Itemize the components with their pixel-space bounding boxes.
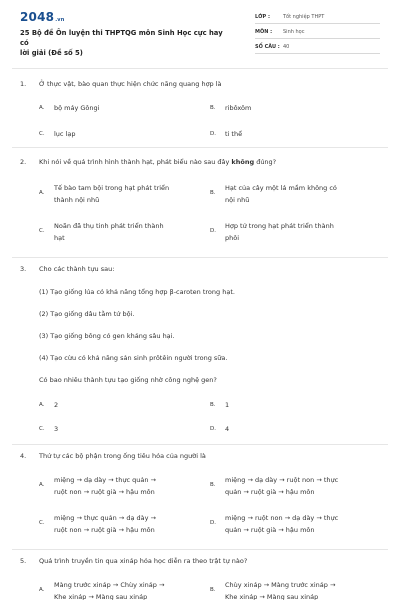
question-separator [12, 444, 388, 445]
option-text-line: quản → ruột già → hậu môn [225, 526, 315, 534]
option-text-line: miệng → dạ dày → thực quản → [54, 476, 156, 484]
option-text [225, 579, 335, 600]
question-number: 4. [20, 452, 27, 460]
option-text-line: quản → ruột già → hậu môn [225, 488, 315, 496]
option-text: 3 [54, 425, 59, 433]
sub-question-text: Có bao nhiêu thành tựu tạo giống nhờ công nghệ gen? [39, 376, 217, 384]
option-text [54, 182, 169, 206]
meta-label: SỐ CÂU : [255, 44, 280, 50]
option-text [54, 579, 164, 600]
option-letter: B. [210, 587, 216, 593]
question-text: Quá trình truyền tin qua xináp hóa học diễn ra theo trật tự nào? [39, 557, 248, 565]
option-text-line: ruột non → ruột già → hậu môn [54, 488, 155, 496]
option-text-line: hạt [54, 234, 65, 242]
option-letter: C. [39, 520, 45, 526]
option-text-line: miệng → dạ dày → ruột non → thực [225, 476, 339, 484]
option-letter: A. [39, 587, 45, 593]
document-header [0, 0, 400, 62]
option-letter: A. [39, 402, 45, 408]
option-text [225, 182, 337, 206]
option-text-line: Hợp tử trong hạt phát triển thành [225, 222, 334, 230]
site-logo[interactable] [20, 10, 65, 24]
list-item: (4) Tạo cừu có khả năng sản sinh prôtêin người trong sữa. [39, 354, 228, 362]
meta-label: MÔN : [255, 29, 273, 35]
option-letter: B. [210, 402, 216, 408]
meta-label: LỚP : [255, 14, 270, 20]
option-text [54, 220, 164, 244]
list-item: (2) Tạo giống dâu tằm tứ bội. [39, 310, 135, 318]
meta-value: Sinh học [283, 29, 305, 35]
header-divider [12, 68, 388, 69]
option-letter: B. [210, 482, 216, 488]
option-text [225, 474, 338, 498]
option-text-line: miệng → thực quản → dạ dày → [54, 514, 156, 522]
question-text-part: Khi nói về quá trình hình thành hạt, phát biểu nào sau đây [39, 158, 232, 166]
question-number: 1. [20, 80, 27, 88]
question-separator [12, 257, 388, 258]
option-text: bộ máy Gôngi [54, 104, 100, 112]
option-letter: C. [39, 228, 45, 234]
option-text-line: Khe xináp → Màng sau xináp [225, 593, 319, 600]
option-text: 2 [54, 401, 59, 409]
list-item: (3) Tạo giống bông có gen kháng sâu hại. [39, 332, 175, 340]
logo-suffix: .vn [55, 17, 65, 23]
meta-row-question-count [255, 41, 380, 54]
question-number: 3. [20, 265, 27, 273]
document-meta [255, 11, 380, 56]
document-title-line-2: lời giải (Đề số 5) [20, 49, 83, 57]
question-text: Cho các thành tựu sau: [39, 265, 115, 273]
option-text-line: Chùy xináp → Màng trước xináp → [225, 581, 336, 589]
option-text-line: Noãn đã thụ tinh phát triển thành [54, 222, 164, 230]
option-text-line: Màng trước xináp → Chùy xináp → [54, 581, 165, 589]
question-text: Ở thực vật, bào quan thực hiện chức năng quang hợp là [39, 80, 222, 88]
question-text [39, 158, 276, 166]
option-text [225, 512, 338, 536]
meta-row-class [255, 11, 380, 24]
option-text-line: ruột non → ruột già → hậu môn [54, 526, 155, 534]
option-text-line: Tế bào tam bội trong hạt phát triển [54, 184, 170, 192]
logo-text: 2048 [20, 10, 55, 24]
document-title [20, 28, 230, 58]
question-number: 5. [20, 557, 27, 565]
option-letter: B. [210, 105, 216, 111]
question-number: 2. [20, 158, 27, 166]
option-letter: C. [39, 426, 45, 432]
list-item: (1) Tạo giống lúa có khả năng tổng hợp β-caroten trong hạt. [39, 288, 235, 296]
option-text-line: Khe xináp → Màng sau xináp [54, 593, 148, 600]
option-text: 4 [225, 425, 230, 433]
question-separator [12, 549, 388, 550]
meta-value: 40 [283, 44, 290, 50]
question-text: Thứ tự các bộ phận trong ống tiêu hóa của người là [39, 452, 206, 460]
option-letter: B. [210, 190, 216, 196]
option-text [54, 512, 156, 536]
option-letter: A. [39, 105, 45, 111]
option-letter: D. [210, 228, 216, 234]
option-text-line: nội nhũ [225, 196, 250, 204]
option-text [225, 220, 334, 244]
option-text [54, 474, 156, 498]
meta-row-subject [255, 26, 380, 39]
option-text: 1 [225, 401, 230, 409]
question-separator [12, 147, 388, 148]
question-text-emphasis: không [231, 158, 255, 166]
document-title-line-1: 25 Bộ đề Ôn luyện thi THPTQG môn Sinh Học cực hay có [20, 29, 223, 47]
option-letter: C. [39, 131, 45, 137]
option-text-line: phôi [225, 234, 240, 242]
option-text: ti thể [225, 130, 243, 138]
option-text-line: miệng → ruột non → dạ dày → thực [225, 514, 339, 522]
option-letter: A. [39, 190, 45, 196]
meta-value: Tốt nghiệp THPT [283, 14, 325, 20]
option-letter: A. [39, 482, 45, 488]
question-text-part: đúng? [254, 158, 277, 166]
option-text-line: thành nội nhũ [54, 196, 100, 204]
option-letter: D. [210, 520, 216, 526]
option-text: ribôxôm [225, 104, 252, 112]
option-text: lục lạp [54, 130, 76, 138]
option-text-line: Hạt của cây một lá mầm không có [225, 184, 337, 192]
option-letter: D. [210, 426, 216, 432]
option-letter: D. [210, 131, 216, 137]
